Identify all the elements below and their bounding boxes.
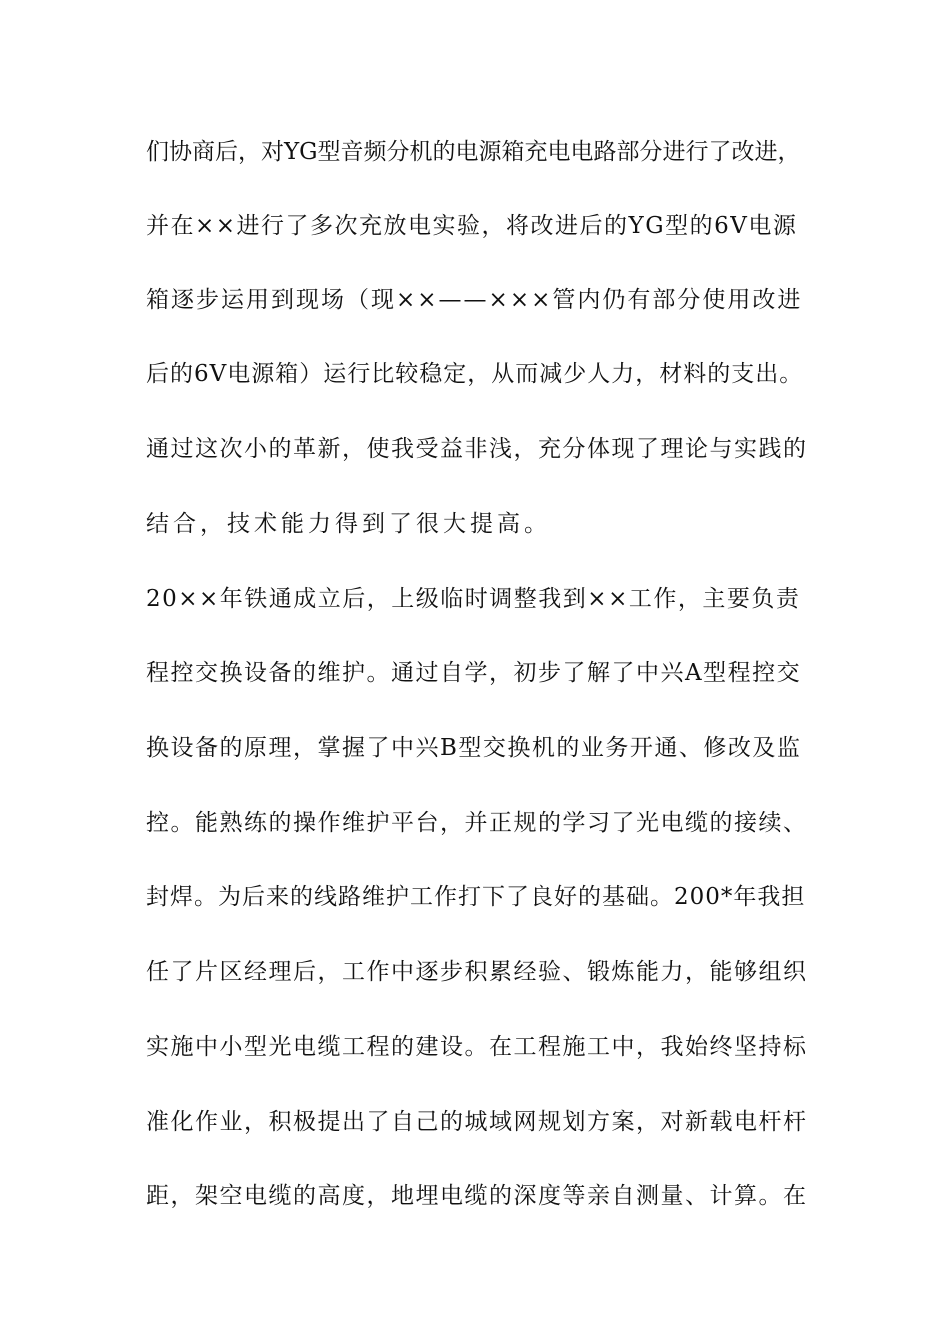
body-text-line: 控。能熟练的操作维护平台，并正规的学习了光电缆的接续、 [146,810,808,836]
body-text-line: 结合，技术能力得到了很大提高。 [146,511,551,537]
body-text-line: 任了片区经理后，工作中逐步积累经验、锻炼能力，能够组织 [146,959,808,985]
body-text-line: 程控交换设备的维护。通过自学，初步了解了中兴A型程控交 [146,660,802,686]
body-text-line: 实施中小型光电缆工程的建设。在工程施工中，我始终坚持标 [146,1034,808,1060]
body-text-line: 箱逐步运用到现场（现××——×××管内仍有部分使用改进 [146,287,803,313]
body-text-line: 换设备的原理，掌握了中兴B型交换机的业务开通、修改及监 [146,735,802,761]
body-text-line: 准化作业，积极提出了自己的城域网规划方案，对新载电杆杆 [146,1109,808,1135]
body-text-line: 后的6V电源箱）运行比较稳定，从而减少人力，材料的支出。 [146,361,804,387]
body-text-line: 距，架空电缆的高度，地埋电缆的深度等亲自测量、计算。在 [146,1183,808,1209]
body-text-line: 们协商后，对YG型音频分机的电源箱充电电路部分进行了改进， [146,139,801,165]
body-text-line: 通过这次小的革新，使我受益非浅，充分体现了理论与实践的 [146,436,808,462]
body-text-line: 并在××进行了多次充放电实验，将改进后的YG型的6V电源 [146,213,798,239]
body-text-line: 20××年铁通成立后，上级临时调整我到××工作，主要负责 [146,586,801,612]
body-text-line: 封焊。为后来的线路维护工作打下了良好的基础。200*年我担 [146,884,806,910]
